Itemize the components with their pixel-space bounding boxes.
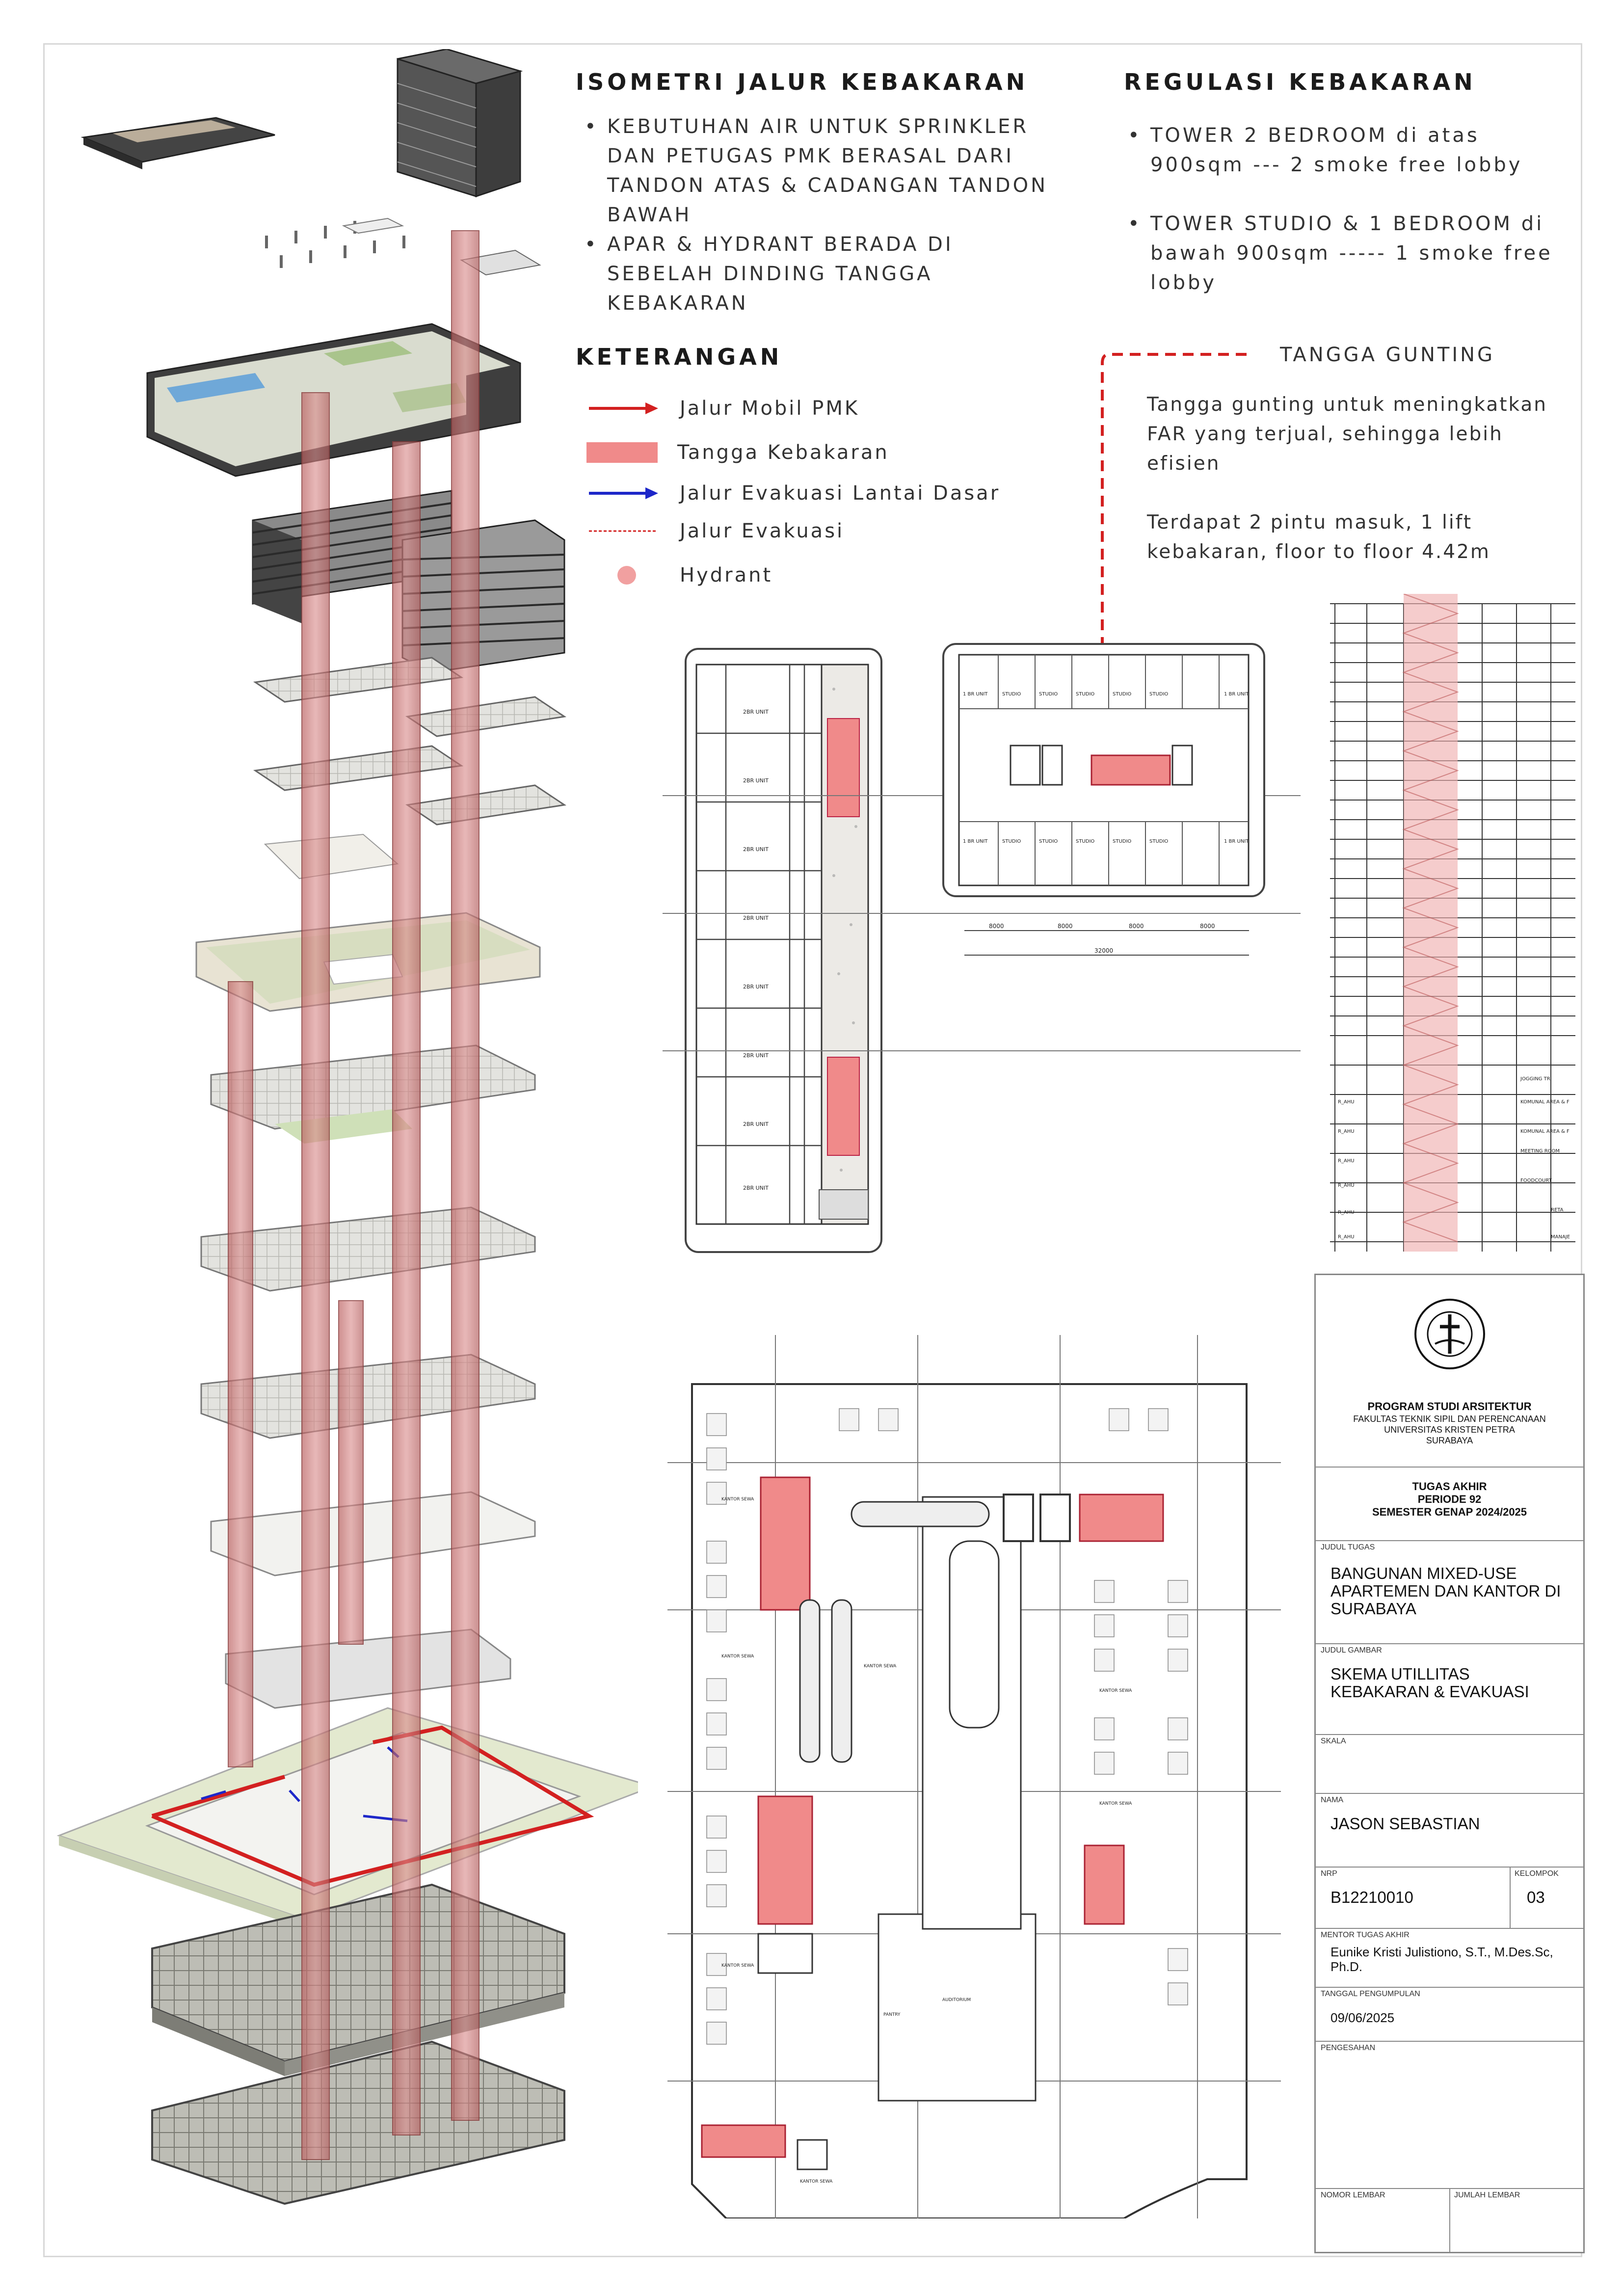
isometri-title: ISOMETRI JALUR KEBAKARAN [576, 69, 1029, 95]
legend-label: Hydrant [680, 564, 773, 587]
pengesahan-cell [1316, 2041, 1583, 2189]
unit-label: 1 BR UNIT [1224, 692, 1249, 697]
section-label: KOMUNAL AREA & F [1520, 1129, 1570, 1134]
section-ahu-label: R_AHU [1338, 1099, 1355, 1105]
red-block-icon [586, 442, 658, 463]
ground-floor-site [59, 1708, 638, 1929]
tugas-line-1: TUGAS AKHIR [1412, 1480, 1487, 1493]
faculty-city: SURABAYA [1426, 1436, 1473, 1445]
point-tower-plan [942, 643, 1265, 897]
room-label: KANTOR SEWA [864, 1664, 897, 1669]
university-logo [1413, 1297, 1487, 1371]
regulasi-bullet: • TOWER STUDIO & 1 BEDROOM di bawah 900sqm ----- 1 smoke free lobby [1125, 209, 1557, 297]
section-ahu-label: R_AHU [1338, 1158, 1355, 1164]
dimension-label: 8000 [1058, 923, 1073, 930]
legend-hydrant [586, 561, 772, 590]
unit-label: 2BR UNIT [743, 777, 769, 784]
dimension-line [964, 930, 1249, 931]
faculty-line-2: UNIVERSITAS KRISTEN PETRA [1384, 1425, 1515, 1435]
unit-label: STUDIO [1002, 839, 1021, 844]
transfer-slab [265, 834, 398, 879]
dimension-total: 32000 [1094, 947, 1114, 954]
tangga-gunting-desc-2: Terdapat 2 pintu masuk, 1 lift kebakaran, floor to floor 4.42m [1147, 511, 1490, 563]
nama-value: JASON SEBASTIAN [1330, 1815, 1480, 1833]
section-ahu-label: R_AHU [1338, 1183, 1355, 1188]
section-label: FOODCOURT [1520, 1178, 1552, 1183]
unit-label: 2BR UNIT [743, 984, 769, 990]
legend-jalur-evakuasi [586, 516, 844, 546]
title-block-header [1316, 1275, 1583, 1468]
legend-jalur-evakuasi-lantai-dasar [586, 479, 1000, 508]
mentor-value: Eunike Kristi Julistiono, S.T., M.Des.Sc, Ph.D. [1330, 1945, 1553, 1974]
judul-gambar-cell [1316, 1643, 1583, 1735]
grid-line [663, 913, 1301, 914]
mentor-label: MENTOR TUGAS AKHIR [1321, 1931, 1410, 1939]
red-dashed-line-icon [586, 524, 660, 538]
nrp-label: NRP [1321, 1869, 1337, 1878]
unit-label: 2BR UNIT [743, 915, 769, 921]
tanggal-cell [1316, 1987, 1583, 2042]
tugas-akhir-cell [1316, 1467, 1583, 1541]
tangga-gunting-title: TANGGA GUNTING [1280, 344, 1495, 366]
unit-label: 1 BR UNIT [963, 839, 988, 844]
tanggal-label: TANGGAL PENGUMPULAN [1321, 1990, 1420, 1998]
unit-label: STUDIO [1149, 692, 1169, 697]
tugas-line-2: PERIODE 92 [1417, 1493, 1482, 1505]
kelompok-label: KELOMPOK [1515, 1869, 1559, 1878]
nama-cell [1316, 1793, 1583, 1868]
program-title: PROGRAM STUDI ARSITEKTUR [1367, 1400, 1532, 1413]
regulasi-bullet: • TOWER 2 BEDROOM di atas 900sqm --- 2 smoke free lobby [1125, 121, 1557, 180]
judul-tugas-value: BANGUNAN MIXED-USE APARTEMEN DAN KANTOR DI SURABAYA [1330, 1564, 1561, 1618]
pantry-label: PANTRY [883, 2012, 901, 2017]
judul-gambar-value: SKEMA UTILLITAS KEBAKARAN & EVAKUASI [1330, 1665, 1529, 1701]
dimension-label: 8000 [1200, 923, 1215, 930]
section-ahu-label: R_AHU [1338, 1234, 1355, 1240]
section-ahu-label: R_AHU [1338, 1129, 1355, 1134]
office-floor-1 [211, 1045, 535, 1144]
unit-label: 2BR UNIT [743, 846, 769, 853]
isometric-exploded-drawing [49, 49, 638, 2209]
legend-jalur-mobil-pmk [586, 394, 859, 423]
room-label: KANTOR SEWA [721, 1963, 754, 1968]
mentor-cell [1316, 1928, 1583, 1988]
isometri-bullet: • KEBUTUHAN AIR UNTUK SPRINKLER DAN PETUGAS PMK BERASAL DARI TANDON ATAS & CADANGAN TANDON BAWAH [582, 112, 1063, 230]
judul-gambar-label: JUDUL GAMBAR [1321, 1646, 1382, 1655]
room-label: KANTOR SEWA [1099, 1801, 1132, 1806]
unit-label: 1 BR UNIT [1224, 839, 1249, 844]
auditorium-label: AUDITORIUM [942, 1998, 971, 2002]
unit-label: STUDIO [1002, 692, 1021, 697]
basement-1 [152, 1885, 564, 2076]
pink-dot-icon [586, 564, 660, 587]
judul-tugas-cell [1316, 1540, 1583, 1644]
unit-label: STUDIO [1076, 839, 1095, 844]
isometri-bullet: • APAR & HYDRANT BERADA DI SEBELAH DINDING TANGGA KEBAKARAN [582, 230, 1063, 318]
tangga-gunting-desc-1: Tangga gunting untuk meningkatkan FAR yang terjual, sehingga lebih efisien [1147, 394, 1548, 475]
section-ahu-label: R_AHU [1338, 1210, 1355, 1215]
legend-tangga-kebakaran [586, 438, 889, 467]
nrp-value: B12210010 [1330, 1888, 1413, 1906]
jumlah-lembar-label: JUMLAH LEMBAR [1454, 2191, 1520, 2199]
slab-tower-plan [685, 648, 882, 1253]
section-label: RETA [1551, 1207, 1564, 1213]
unit-label: STUDIO [1039, 839, 1058, 844]
title-block [1314, 1274, 1585, 2253]
unit-label: 1 BR UNIT [963, 692, 988, 697]
section-label: KOMUNAL AREA & F [1520, 1099, 1570, 1105]
lembar-cell [1316, 2188, 1583, 2252]
regulasi-bullet-list [1125, 121, 1557, 297]
unit-label: 2BR UNIT [743, 1121, 769, 1127]
red-arrow-icon [586, 401, 660, 416]
dimension-label: 8000 [989, 923, 1004, 930]
skala-label: SKALA [1321, 1737, 1346, 1745]
office-floor-4 [211, 1492, 535, 1575]
room-label: KANTOR SEWA [721, 1497, 754, 1502]
unit-label: STUDIO [1113, 692, 1132, 697]
roof-level [83, 49, 520, 196]
nama-label: NAMA [1321, 1796, 1344, 1804]
point-tower-plan-drawing [944, 645, 1263, 895]
regulasi-title: REGULASI KEBAKARAN [1124, 69, 1476, 95]
unit-label: STUDIO [1076, 692, 1095, 697]
unit-label: 2BR UNIT [743, 1052, 769, 1059]
unit-label: STUDIO [1113, 839, 1132, 844]
tugas-line-3: SEMESTER GENAP 2024/2025 [1372, 1506, 1527, 1518]
section-drawing [1320, 594, 1575, 1252]
room-label: KANTOR SEWA [721, 1654, 754, 1659]
nomor-lembar-label: NOMOR LEMBAR [1321, 2191, 1385, 2199]
room-label: KANTOR SEWA [800, 2179, 833, 2184]
kelompok-value: 03 [1527, 1888, 1545, 1906]
keterangan-title: KETERANGAN [576, 344, 783, 370]
pengesahan-label: PENGESAHAN [1321, 2044, 1376, 2052]
judul-tugas-label: JUDUL TUGAS [1321, 1543, 1375, 1551]
office-floor-plan [667, 1335, 1281, 2218]
legend-label: Tangga Kebakaran [677, 441, 889, 464]
tanggal-value: 09/06/2025 [1330, 2010, 1395, 2025]
grid-line [663, 1050, 1301, 1051]
unit-label: 2BR UNIT [743, 1185, 769, 1191]
section-label: JOGGING TR [1520, 1076, 1550, 1082]
slab-plan-drawing [687, 650, 880, 1251]
basement-2 [152, 2042, 564, 2204]
legend-label: Jalur Mobil PMK [680, 397, 860, 420]
blue-arrow-icon [586, 486, 660, 501]
isometri-bullet-list [582, 112, 1063, 318]
cell-divider [1449, 2188, 1450, 2252]
dimension-label: 8000 [1129, 923, 1144, 930]
unit-label: 2BR UNIT [743, 709, 769, 715]
faculty-line-1: FAKULTAS TEKNIK SIPIL DAN PERENCANAAN [1353, 1414, 1546, 1424]
dimension-line [964, 955, 1249, 956]
nrp-cell [1316, 1867, 1583, 1929]
legend-label: Jalur Evakuasi [680, 520, 845, 542]
section-label: MANAJE [1551, 1234, 1570, 1240]
unit-label: STUDIO [1149, 839, 1169, 844]
section-label: MEETING ROOM [1520, 1148, 1560, 1154]
room-label: KANTOR SEWA [1099, 1688, 1132, 1693]
skala-cell [1316, 1734, 1583, 1794]
office-plan-drawing [667, 1335, 1281, 2218]
cell-divider [1510, 1867, 1511, 1928]
legend-label: Jalur Evakuasi Lantai Dasar [680, 482, 1001, 505]
unit-label: STUDIO [1039, 692, 1058, 697]
